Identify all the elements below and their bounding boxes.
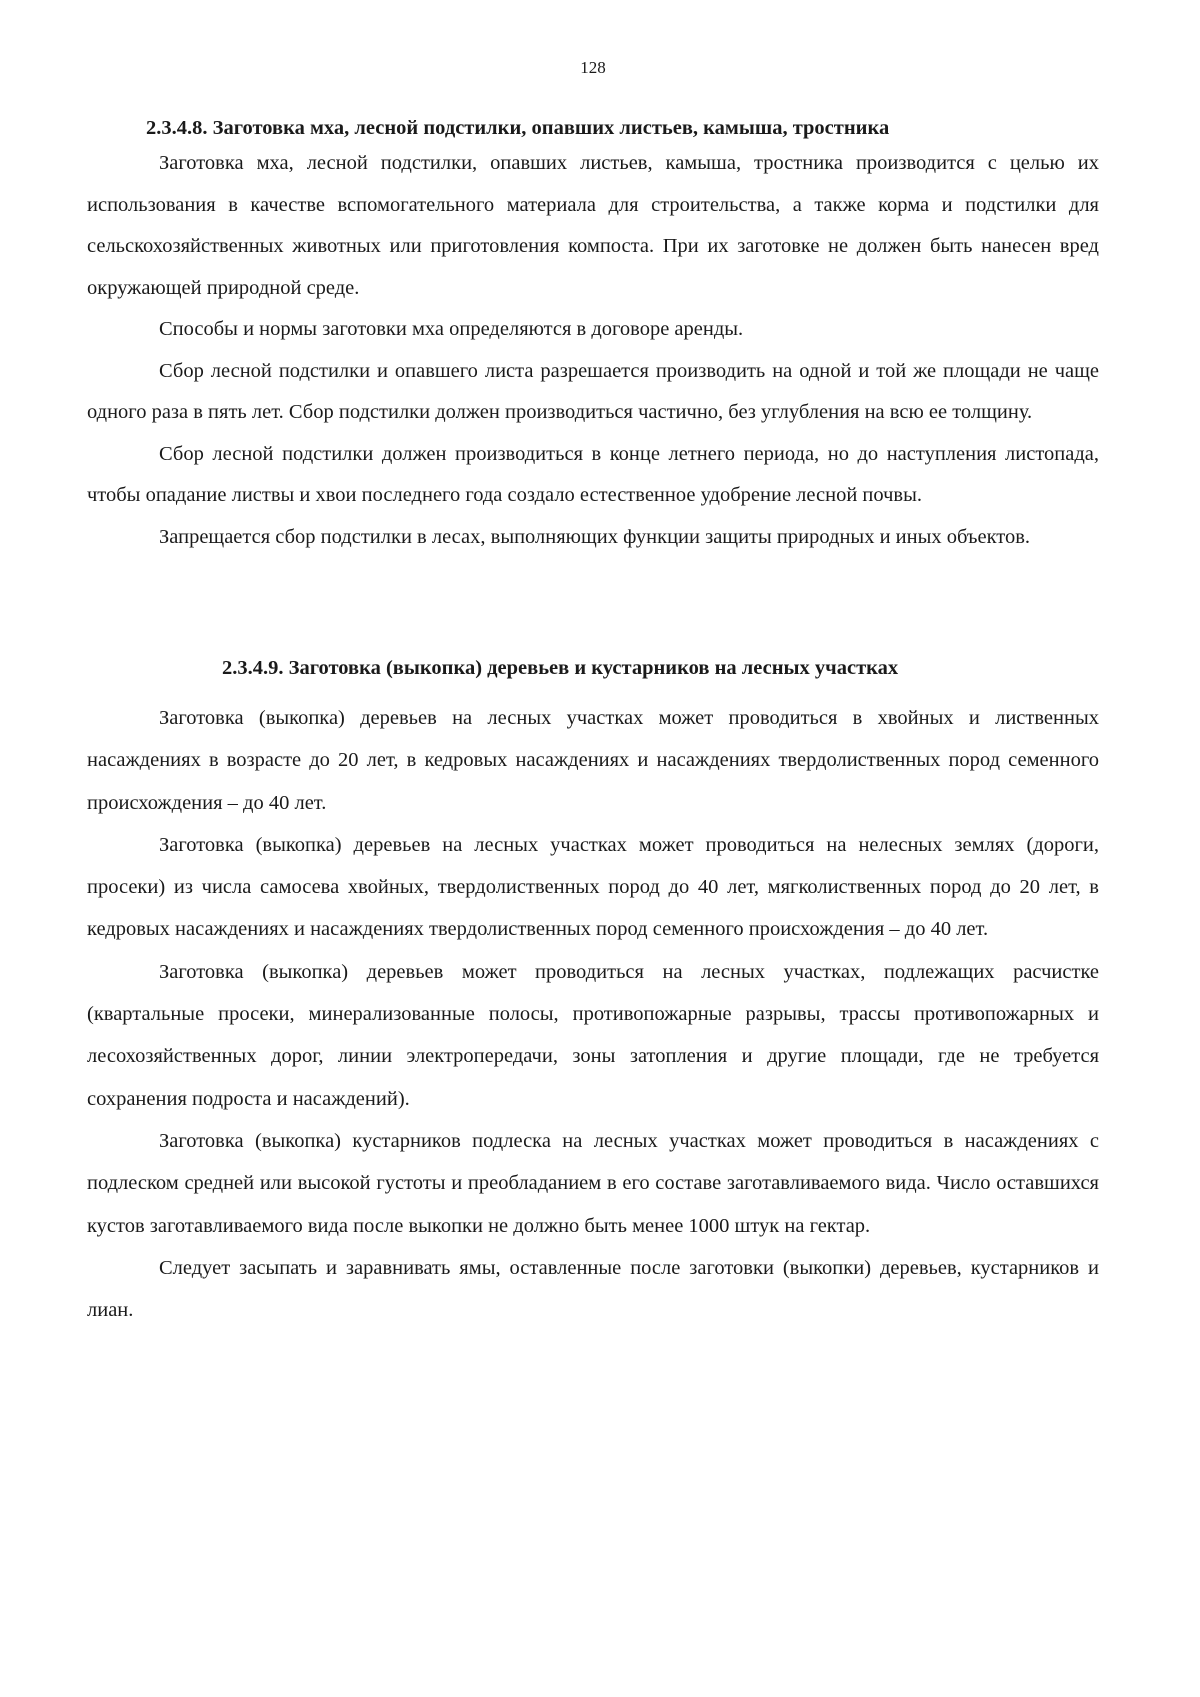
paragraph: Заготовка (выкопка) деревьев может проводиться на лесных участках, подлежащих расчистке (квартальные просеки, минерализованные полосы, противопожарные разрывы, трассы противопожарных и лесохозяйственных дорог, линии электропередачи, зоны затопления и другие площади, где не требуется сохранения подроста и насаждений). [87, 960, 1099, 1110]
paragraph: Сбор лесной подстилки и опавшего листа разрешается производить на одной и той же площади не чаще одного раза в пять лет. Сбор подстилки должен производиться частично, без углубления на всю ее толщину. [87, 359, 1099, 423]
page-number: 128 [580, 58, 606, 77]
section-tree-shrub-digging [87, 657, 1099, 1331]
paragraph: Заготовка (выкопка) деревьев на лесных участках может проводиться в хвойных и лиственных насаждениях в возрасте до 20 лет, в кедровых насаждениях и насаждениях твердолиственных пород семенного происхождения – до 40 лет. [87, 707, 1099, 814]
paragraph: Заготовка мха, лесной подстилки, опавших листьев, камыша, тростника производится с целью их использования в качестве вспомогательного материала для строительства, а также корма и подстилки для сельскохозяйственных животных или приготовления компоста. При их заготовке не должен быть нанесен вред окружающей природной среде. [87, 152, 1099, 299]
section-moss-litter-harvesting [87, 113, 1099, 558]
paragraph: Заготовка (выкопка) деревьев на лесных участках может проводиться на нелесных землях (дороги, просеки) из числа самосева хвойных, твердолиственных пород до 40 лет, мягколиственных пород до 20 лет, в кедровых насаждениях и насаждениях твердолиственных пород семенного происхождения – до 40 лет. [87, 833, 1099, 941]
paragraph: Способы и нормы заготовки мха определяются в договоре аренды. [159, 318, 744, 340]
paragraph: Следует засыпать и заравнивать ямы, оставленные после заготовки (выкопки) деревьев, кустарников и лиан. [87, 1256, 1099, 1322]
section-heading: 2.3.4.9. Заготовка (выкопка) деревьев и кустарников на лесных участках [222, 657, 899, 679]
paragraph: Запрещается сбор подстилки в лесах, выполняющих функции защиты природных и иных объектов. [159, 525, 1031, 548]
section-heading: 2.3.4.8. Заготовка мха, лесной подстилки, опавших листьев, камыша, тростника [146, 117, 890, 139]
paragraph: Заготовка (выкопка) кустарников подлеска на лесных участках может проводиться в насаждениях с подлеском средней или высокой густоты и преобладанием в его составе заготавливаемого вида. Число оставшихся кустов заготавливаемого вида после выкопки не должно быть менее 1000 штук на гектар. [87, 1129, 1099, 1237]
paragraph: Сбор лесной подстилки должен производиться в конце летнего периода, но до наступления листопада, чтобы опадание листвы и хвои последнего года создало естественное удобрение лесной почвы. [87, 442, 1099, 506]
